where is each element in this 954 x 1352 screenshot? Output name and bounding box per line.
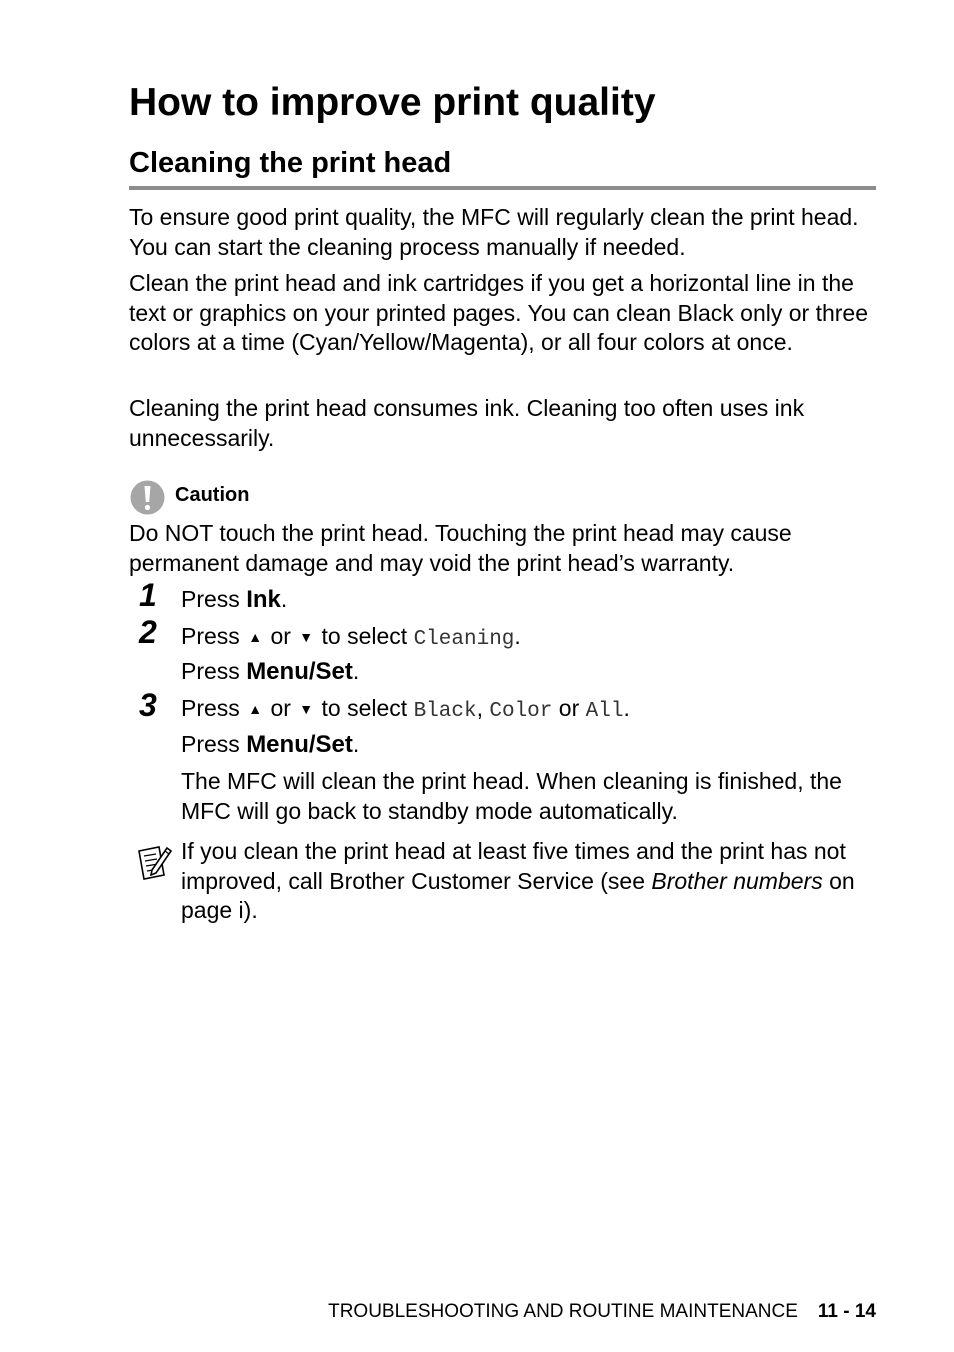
lcd-option: Black [413, 700, 477, 723]
intro-paragraph: To ensure good print quality, the MFC will regularly clean the print head. You can start the cleaning process manually if needed. [129, 204, 859, 260]
step-text: Press [181, 623, 240, 649]
exclamation-icon [130, 480, 165, 515]
intro-paragraph: Clean the print head and ink cartridges if you get a horizontal line in the text or graphics on your printed pages. You can clean Black only or three colors at a time (Cyan/Yellow/Magenta), or all four colors at once. [129, 270, 869, 356]
caution-label: Caution [175, 484, 250, 506]
step-text: Press [181, 658, 240, 684]
step-text: or [558, 695, 580, 721]
down-arrow-icon: ▼ [299, 629, 314, 645]
step-number: 2 [139, 614, 157, 650]
key-menu-set: Menu/Set [246, 731, 353, 758]
footer-chapter: TROUBLESHOOTING AND ROUTINE MAINTENANCE [328, 1301, 798, 1322]
step-text: . [280, 586, 288, 612]
up-arrow-icon: ▲ [248, 701, 263, 717]
step-text: . [514, 623, 521, 649]
down-arrow-icon: ▼ [299, 701, 314, 717]
section-title: Cleaning the print head [129, 147, 452, 179]
step-text: or [270, 695, 291, 721]
step-3-confirm [181, 730, 881, 760]
step-1-instruction [181, 585, 881, 615]
note-text-after: on page i). [181, 867, 855, 924]
step-2-confirm [181, 657, 881, 687]
step-text: Press [181, 586, 240, 612]
step-text: . [623, 695, 630, 721]
step-text: Press [181, 695, 240, 721]
brother-numbers-reference: Brother numbers [651, 867, 823, 894]
lcd-option: All [585, 700, 624, 723]
lcd-option: Cleaning [413, 628, 515, 651]
step-number: 3 [139, 687, 157, 723]
page-title: How to improve print quality [129, 81, 656, 124]
lcd-option: Color [489, 700, 553, 723]
step-text: to select [321, 695, 408, 721]
note-text [181, 837, 881, 926]
step-text: . [352, 658, 360, 684]
step-3-instruction [181, 694, 881, 727]
footer-page-number: 11 - 14 [817, 1301, 876, 1322]
key-menu-set: Menu/Set [246, 658, 353, 685]
step-text: or [270, 623, 291, 649]
intro-paragraph: Cleaning the print head consumes ink. Cleaning too often uses ink unnecessarily. [129, 395, 805, 451]
note-text-before: If you clean the print head at least five times and the print has not improved, call Brother Customer Service (see [181, 838, 846, 894]
step-2-instruction [181, 622, 881, 655]
section-divider [129, 186, 876, 190]
page-footer [328, 1300, 876, 1324]
step-number: 1 [139, 577, 157, 613]
step-text: Press [181, 731, 240, 757]
note-pencil-icon [136, 843, 172, 881]
key-ink: Ink [246, 586, 281, 613]
caution-text: Do NOT touch the print head. Touching the print head may cause permanent damage and may void the print head’s warranty. [129, 520, 792, 576]
up-arrow-icon: ▲ [248, 629, 263, 645]
step-text: to select [321, 623, 408, 649]
step-text: . [352, 731, 360, 757]
step-3-result: The MFC will clean the print head. When cleaning is finished, the MFC will go back to standby mode automatically. [181, 768, 842, 824]
step-text: , [476, 695, 483, 721]
